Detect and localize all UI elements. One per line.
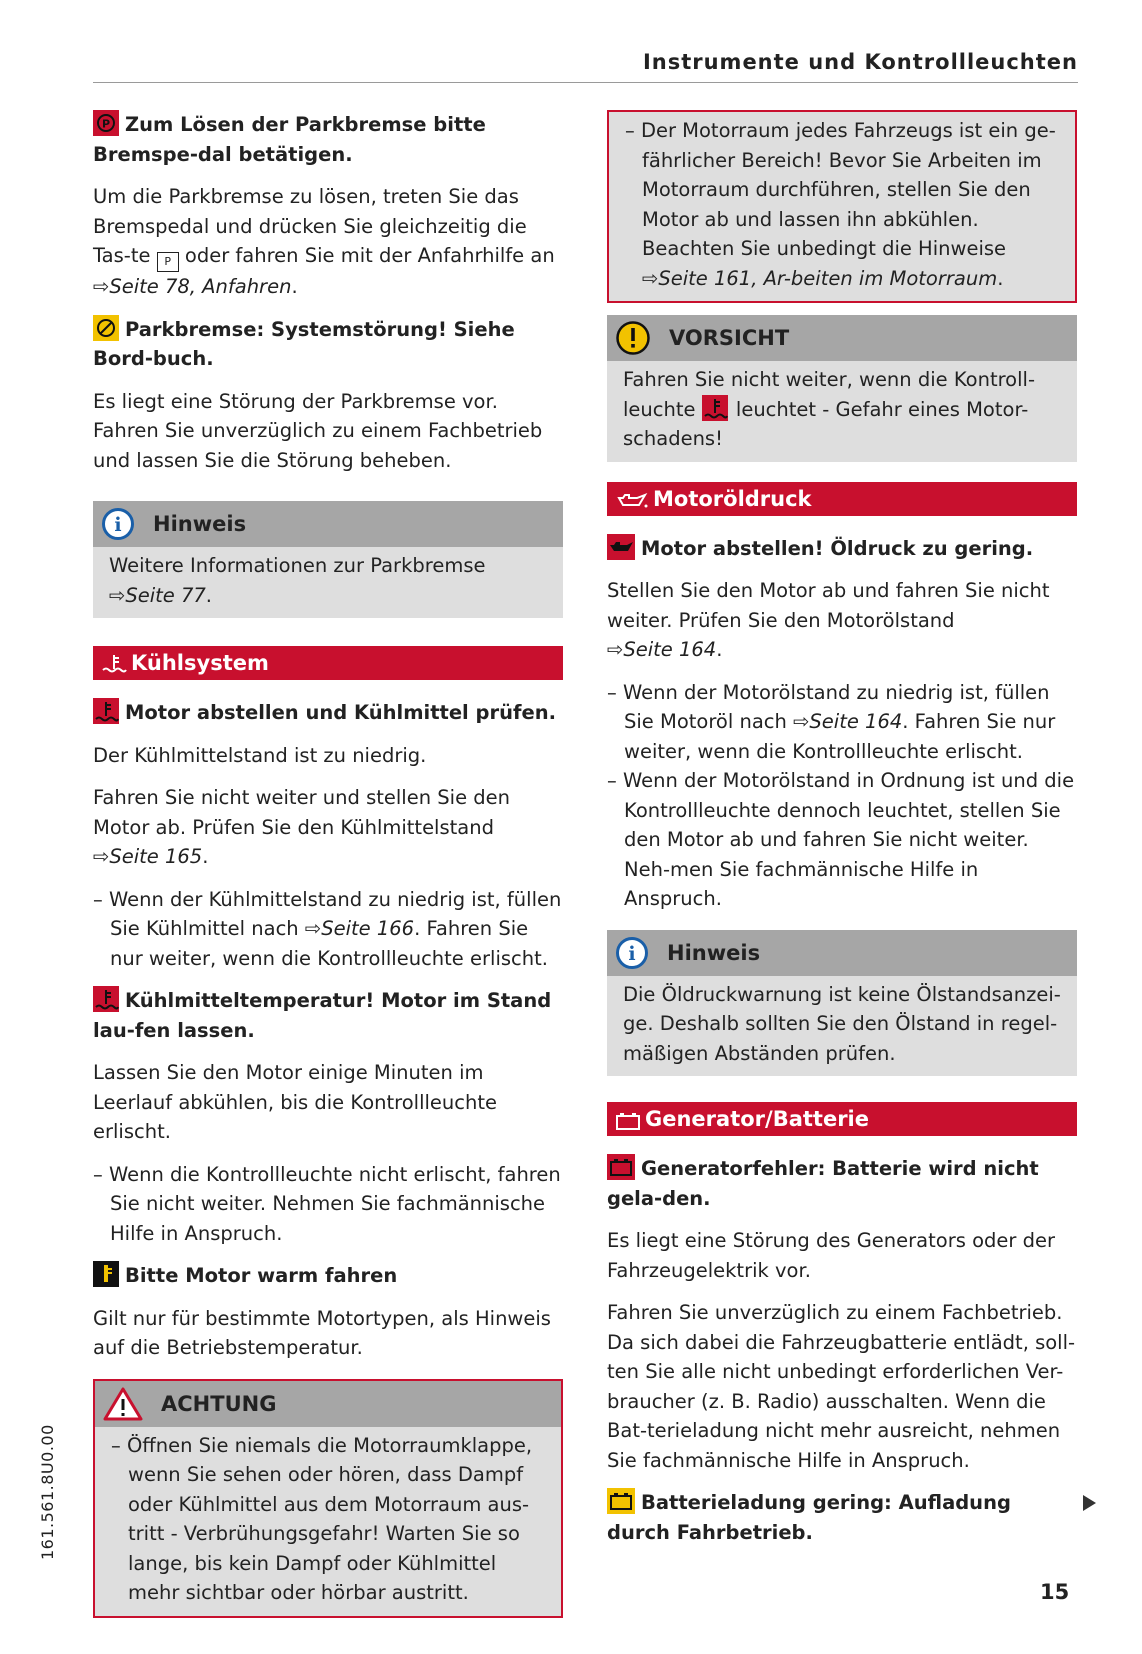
page-reference[interactable]: ⇨Seite 164 (793, 710, 903, 733)
generator-fault-text-2: Fahren Sie unverzüglich zu einem Fachbetrieb. Da sich dabei die Fahrzeugbatterie entlädt, soll-ten Sie alle nicht unbedingt erforderlichen Ver-braucher (z. B. Radio) ausschalten. Wenn die Bat-terieladung nicht mehr ausreicht, nehmen Sie fachmännische Hilfe in Anspruch. (607, 1301, 1076, 1472)
achtung-header: ACHTUNG (95, 1381, 561, 1427)
coolant-level-text: Der Kühlmittelstand ist zu niedrig. (93, 743, 427, 767)
coolant-red-icon (702, 395, 728, 421)
battery-low-heading: Batterieladung gering: Aufladung durch Fahrbetrieb. (607, 1488, 1077, 1547)
hinweis-header: i Hinweis (607, 930, 1077, 976)
battery-icon (615, 1111, 641, 1131)
generator-fault-text-1: Es liegt eine Störung des Generators oder der Fahrzeugelektrik vor. (607, 1229, 1055, 1282)
section-cooling-system: Kühlsystem (93, 646, 563, 680)
parkbrake-fault-text: Es liegt eine Störung der Parkbremse vor. Fahren Sie unverzüglich zu einem Fachbetrieb und lassen Sie die Störung beheben. (93, 389, 543, 472)
parkbrake-fault-heading: Parkbremse: Systemstörung! Siehe Bord-buch. (93, 315, 563, 374)
page-reference[interactable]: ⇨Seite 164 (607, 638, 717, 661)
battery-red-icon (607, 1154, 635, 1180)
coolant-red-icon (93, 698, 119, 724)
achtung-box (93, 1379, 563, 1618)
warning-triangle-icon (103, 1387, 143, 1421)
vorsicht-text: Fahren Sie nicht weiter, wenn die Kontroll-leuchte leuchtet - Gefahr eines Motor-schadens! (623, 368, 1035, 450)
achtung-continued-dash-item: – Der Motorraum jedes Fahrzeugs ist ein ge-fährlicher Bereich! Bevor Sie Arbeiten im Motorraum durchführen, stellen Sie den Motor ab und lassen ihn abkühlen. Beachten Sie unbedingt die Hinweise ⇨Seite 161, Ar-beiten im Motorraum. (625, 119, 1056, 290)
svg-text:i: i (628, 942, 636, 965)
oil-dash-item-2: – Wenn der Motorölstand in Ordnung ist und die Kontrollleuchte dennoch leuchtet, stellen Sie den Motor ab und fahren Sie nicht weiter. Neh-men Sie fachmännische Hilfe in Anspruch. (607, 769, 1075, 910)
oil-pressure-red-icon (607, 534, 635, 560)
achtung-dash-item: – Öffnen Sie niemals die Motorraumklappe, wenn Sie sehen oder hören, dass Dampf oder Kühlmittel aus dem Motorraum aus-tritt - Verbrühungsgefahr! Warten Sie so lange, bis kein Dampf oder Kühlmittel mehr sichtbar oder hörbar austritt. (111, 1433, 533, 1604)
page-reference[interactable]: ⇨Seite 165 (93, 845, 203, 868)
right-column (607, 110, 1077, 1560)
parkbrake-release-text: Um die Parkbremse zu lösen, treten Sie das Bremspedal und drücken Sie gleichzeitig die Tas-te P oder fahren Sie mit der Anfahrhilfe an ⇨Seite 78, Anfahren. (93, 185, 555, 298)
continue-arrow-icon (1083, 1495, 1096, 1511)
oil-can-icon (615, 491, 649, 511)
vorsicht-box (607, 315, 1077, 462)
parking-brake-fault-yellow-icon (93, 315, 119, 341)
coolant-icon (101, 653, 127, 675)
parking-brake-red-icon (93, 110, 119, 136)
engine-warm-up-yellow-icon (93, 1261, 119, 1287)
oil-pressure-heading: Motor abstellen! Öldruck zu gering. (607, 534, 1077, 564)
parkbrake-release-heading: P Zum Lösen der Parkbremse bitte Bremspe-dal betätigen. (93, 110, 563, 169)
section-oil-pressure: Motoröldruck (607, 482, 1077, 516)
battery-yellow-icon (607, 1488, 635, 1514)
hinweis-text: Weitere Informationen zur Parkbremse ⇨Seite 77. (109, 554, 486, 607)
hinweis-box-right (607, 930, 1077, 1077)
oil-pressure-text: Stellen Sie den Motor ab und fahren Sie nicht weiter. Prüfen Sie den Motorölstand ⇨Seite 164. (607, 579, 1050, 661)
coolant-temperature-red-icon (93, 986, 119, 1012)
warm-up-text: Gilt nur für bestimmte Motortypen, als Hinweis auf die Betriebstemperatur. (93, 1306, 551, 1359)
generator-fault-heading: Generatorfehler: Batterie wird nicht gela-den. (607, 1154, 1077, 1213)
coolant-temp-dash-item: – Wenn die Kontrollleuchte nicht erlischt, fahren Sie nicht weiter. Nehmen Sie fachmännische Hilfe in Anspruch. (93, 1162, 561, 1245)
vorsicht-header: VORSICHT (607, 315, 1077, 361)
left-column (93, 110, 563, 1646)
page-header (93, 48, 1078, 83)
svg-text:i: i (114, 514, 122, 536)
hinweis-text: Die Öldruckwarnung ist keine Ölstandsanzei-ge. Deshalb sollten Sie den Ölstand in regel-mäßigen Abständen prüfen. (623, 982, 1061, 1065)
page-reference[interactable]: ⇨Seite 77 (109, 583, 206, 607)
oil-dash-item-1: – Wenn der Motorölstand zu niedrig ist, füllen Sie Motoröl nach ⇨Seite 164. Fahren Sie nur weiter, wenn die Kontrollleuchte erlischt. (607, 680, 1056, 763)
warm-up-heading: Bitte Motor warm fahren (93, 1261, 563, 1291)
coolant-temp-heading: Kühlmitteltemperatur! Motor im Stand lau-fen lassen. (93, 986, 563, 1045)
caution-icon (615, 320, 651, 356)
svg-text:P: P (101, 117, 111, 131)
coolant-instruction-text: Fahren Sie nicht weiter und stellen Sie den Motor ab. Prüfen Sie den Kühlmittelstand ⇨Seite 165. (93, 786, 511, 868)
page-reference[interactable]: ⇨Seite 161, Ar-beiten im Motorraum (642, 266, 998, 290)
achtung-continued-box (607, 110, 1077, 303)
page-header-title: Instrumente und Kontrollleuchten (642, 50, 1078, 74)
parking-brake-button-icon: P (157, 252, 179, 272)
page-number: 15 (1040, 1580, 1070, 1604)
info-icon (101, 507, 135, 541)
coolant-dash-item: – Wenn der Kühlmittelstand zu niedrig ist, füllen Sie Kühlmittel nach ⇨Seite 166. Fahren Sie nur weiter, wenn die Kontrollleuchte erlischt. (93, 887, 562, 970)
hinweis-box-left (93, 501, 563, 618)
coolant-check-heading: Motor abstellen und Kühlmittel prüfen. (93, 698, 563, 728)
page-reference[interactable]: ⇨Seite 166 (304, 917, 415, 940)
info-icon (615, 936, 649, 970)
coolant-temp-text: Lassen Sie den Motor einige Minuten im Leerlauf abkühlen, bis die Kontrollleuchte erlischt. (93, 1061, 497, 1143)
page-reference[interactable]: ⇨Seite 78, Anfahren (93, 275, 292, 298)
document-code: 161.561.8U0.00 (38, 1424, 57, 1560)
hinweis-header: i Hinweis (93, 501, 563, 547)
section-generator-battery: Generator/Batterie (607, 1102, 1077, 1136)
